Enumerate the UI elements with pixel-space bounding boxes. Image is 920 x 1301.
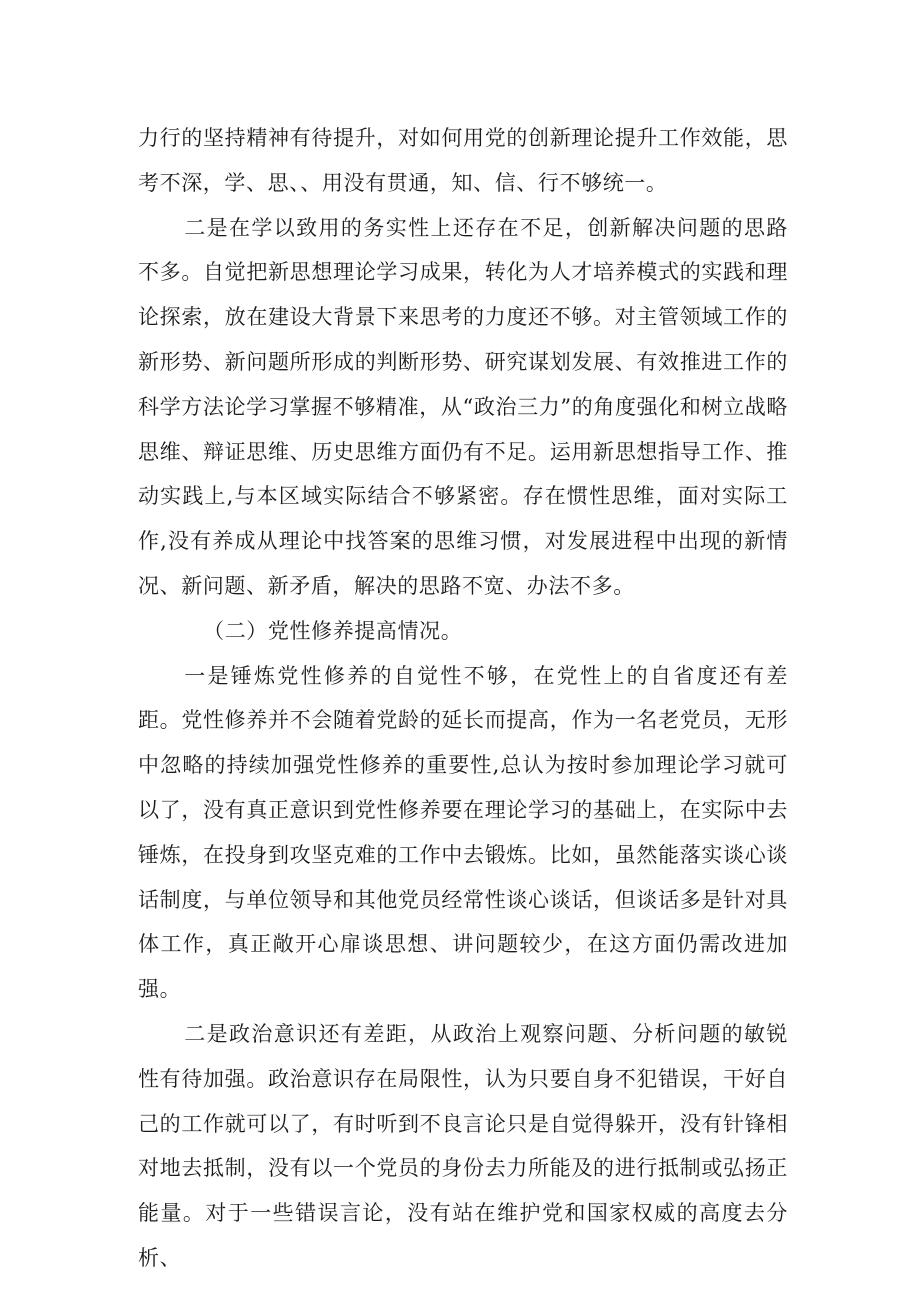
paragraph-practicality: 二是在学以致用的务实性上还存在不足，创新解决问题的思路不多。自觉把新思想理论学习成果，转化为人才培养模式的实践和理论探索，放在建设大背景下来思考的力度还不够。对主管领域工作的新形势、新问题所形成的判断形势、研究谋划发展、有效推进工作的科学方法论学习掌握不够精准，从“政治三力”的角度强化和树立战略思维、辩证思维、历史思维方面仍有不足。运用新思想指导工作、推动实践上,与本区域实际结合不够紧密。存在惯性思维，面对实际工作,没有养成从理论中找答案的思维习惯，对发展进程中出现的新情况、新问题、新矛盾，解决的思路不宽、办法不多。 [138, 215, 788, 598]
paragraph-continuation: 力行的坚持精神有待提升，对如何用党的创新理论提升工作效能，思考不深，学、思、、用没有贯通，知、信、行不够统一。 [138, 126, 788, 195]
paragraph-political-awareness: 二是政治意识还有差距，从政治上观察问题、分析问题的敏锐性有待加强。政治意识存在局限性，认为只要自身不犯错误，干好自己的工作就可以了，有时听到不良言论只是自觉得躲开，没有针锋相对地去抵制，没有以一个党员的身份去力所能及的进行抵制或弘扬正能量。对于一些错误言论，没有站在维护党和国家权威的高度去分析、 [138, 1021, 788, 1270]
paragraph-self-discipline: 一是锤炼党性修养的自觉性不够，在党性上的自省度还有差距。党性修养并不会随着党龄的延长而提高，作为一名老党员，无形中忽略的持续加强党性修养的重要性,总认为按时参加理论学习就可以了，没有真正意识到党性修养要在理论学习的基础上，在实际中去锤炼，在投身到攻坚克难的工作中去锻炼。比如，虽然能落实谈心谈话制度，与单位领导和其他党员经常性谈心谈话，但谈话多是针对具体工作，真正敞开心扉谈思想、讲问题较少，在这方面仍需改进加强。 [138, 663, 788, 1002]
section-heading-party-spirit: （二）党性修养提高情况。 [203, 618, 463, 643]
document-body [138, 116, 788, 1281]
